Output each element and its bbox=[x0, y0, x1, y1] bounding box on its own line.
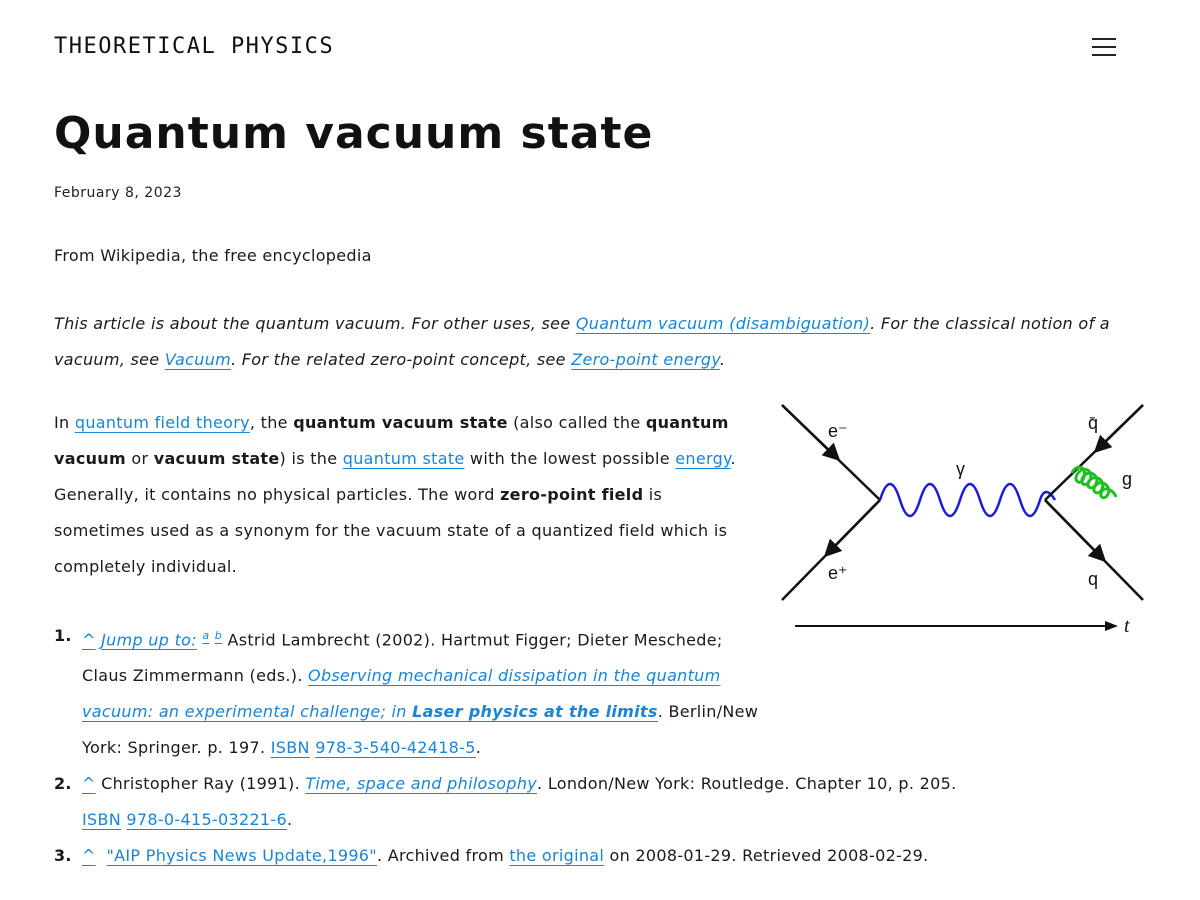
isbn-label-link[interactable]: ISBN bbox=[82, 810, 122, 830]
page-title: Quantum vacuum state bbox=[54, 108, 654, 159]
reference-text: . bbox=[286, 810, 293, 830]
caret-up-icon[interactable]: ^ bbox=[82, 846, 96, 866]
link-time-space-and-philosophy[interactable]: Time, space and philosophy bbox=[305, 774, 538, 794]
reference-text: . Archived from bbox=[376, 846, 510, 866]
source-note: From Wikipedia, the free encyclopedia bbox=[54, 246, 372, 265]
intro-text-1: In bbox=[54, 413, 75, 432]
link-zero-point-energy[interactable]: Zero-point energy bbox=[571, 350, 720, 369]
menu-bar-bottom bbox=[1092, 54, 1116, 56]
intro-text-6: with the lowest possible bbox=[464, 449, 676, 468]
hatnote-text-3: . For the related zero-point concept, see bbox=[231, 350, 572, 369]
menu-bar-top bbox=[1092, 38, 1116, 40]
isbn-link[interactable]: 978-3-540-42418-5 bbox=[315, 738, 476, 758]
hatnote-text-1: This article is about the quantum vacuum. For other uses, see bbox=[54, 314, 576, 333]
backlink-a[interactable]: a bbox=[202, 629, 210, 642]
term-zero-point-field: zero-point field bbox=[500, 485, 644, 504]
link-vacuum[interactable]: Vacuum bbox=[164, 350, 232, 369]
intro-text-2: , the bbox=[249, 413, 294, 432]
backlink-b[interactable]: b bbox=[214, 629, 223, 642]
fermion-arrow-electron bbox=[782, 405, 834, 455]
hamburger-menu-icon[interactable] bbox=[1092, 38, 1116, 60]
link-laser-physics-at-the-limits[interactable]: Laser physics at the limits bbox=[412, 702, 658, 722]
intro-text-4: or bbox=[125, 449, 154, 468]
label-antiquark: q̄ bbox=[1088, 413, 1099, 433]
feynman-diagram bbox=[770, 395, 1170, 645]
intro-text-3: (also called the bbox=[507, 413, 646, 432]
term-quantum-vacuum: quantum vacuum bbox=[54, 413, 729, 468]
hatnote-text-2: . For the classical notion of a vacuum, see bbox=[54, 314, 1110, 369]
link-aip-physics-news-update[interactable]: "AIP Physics News Update,1996" bbox=[106, 846, 377, 866]
label-photon: γ bbox=[956, 459, 965, 479]
label-gluon: g bbox=[1122, 469, 1133, 489]
label-electron: e⁻ bbox=[828, 421, 848, 441]
link-energy[interactable]: energy bbox=[675, 449, 731, 468]
link-quantum-state[interactable]: quantum state bbox=[342, 449, 465, 468]
term-vacuum-state: vacuum state bbox=[153, 449, 280, 468]
reference-item-1 bbox=[54, 618, 772, 766]
intro-text-7: . Generally, it contains no physical particles. The word bbox=[54, 449, 736, 504]
term-quantum-vacuum-state: quantum vacuum state bbox=[293, 413, 508, 432]
reference-item-2 bbox=[54, 766, 1144, 838]
reference-text: Christopher Ray (1991). bbox=[95, 774, 306, 794]
reference-text: . bbox=[475, 738, 482, 758]
intro-paragraph bbox=[54, 405, 744, 585]
photon-propagator bbox=[880, 484, 1055, 516]
link-the-original[interactable]: the original bbox=[509, 846, 605, 866]
reference-number: 3. bbox=[54, 846, 72, 866]
isbn-label-link[interactable]: ISBN bbox=[270, 738, 310, 758]
reference-text: . London/New York: Routledge. Chapter 10, p. 205. bbox=[537, 774, 957, 794]
hatnote-text-4: . bbox=[719, 350, 726, 369]
label-positron: e⁺ bbox=[828, 563, 848, 583]
reference-text: on 2008-01-29. Retrieved 2008-02-29. bbox=[604, 846, 929, 866]
intro-text-8: is sometimes used as a synonym for the vacuum state of a quantized field which is completely individual. bbox=[54, 485, 728, 576]
fermion-arrow-positron bbox=[830, 500, 880, 551]
isbn-link[interactable]: 978-0-415-03221-6 bbox=[126, 810, 287, 830]
link-observing-mechanical-dissipation[interactable]: Observing mechanical dissipation in the quantum vacuum: an experimental challenge; in bbox=[82, 666, 721, 722]
site-title[interactable]: THEORETICAL PHYSICS bbox=[54, 34, 335, 59]
jump-up-link[interactable]: Jump up to: bbox=[101, 630, 197, 650]
link-quantum-field-theory[interactable]: quantum field theory bbox=[74, 413, 250, 432]
fermion-arrow-antiquark bbox=[1100, 405, 1143, 447]
menu-bar-middle bbox=[1092, 46, 1116, 48]
caret-up-icon: ^ bbox=[82, 630, 96, 650]
reference-number: 2. bbox=[54, 774, 72, 794]
caret-up-icon[interactable]: ^ bbox=[82, 774, 96, 794]
reference-text: Astrid Lambrecht (2002). Hartmut Figger; Dieter Meschede; Claus Zimmermann (eds.). bbox=[82, 630, 723, 686]
fermion-arrow-quark bbox=[1045, 500, 1100, 556]
reference-item-3 bbox=[54, 838, 1144, 874]
reference-text: . Berlin/New York: Springer. p. 197. bbox=[82, 702, 759, 758]
label-time: t bbox=[1124, 615, 1130, 637]
gluon-line bbox=[1072, 467, 1116, 498]
link-quantum-vacuum-disambiguation[interactable]: Quantum vacuum (disambiguation) bbox=[575, 314, 871, 333]
label-quark: q bbox=[1088, 569, 1099, 589]
intro-text-5: ) is the bbox=[279, 449, 343, 468]
reference-number: 1. bbox=[54, 626, 72, 645]
post-date: February 8, 2023 bbox=[54, 185, 182, 201]
hatnote bbox=[54, 306, 1144, 378]
references-list bbox=[54, 618, 1144, 874]
